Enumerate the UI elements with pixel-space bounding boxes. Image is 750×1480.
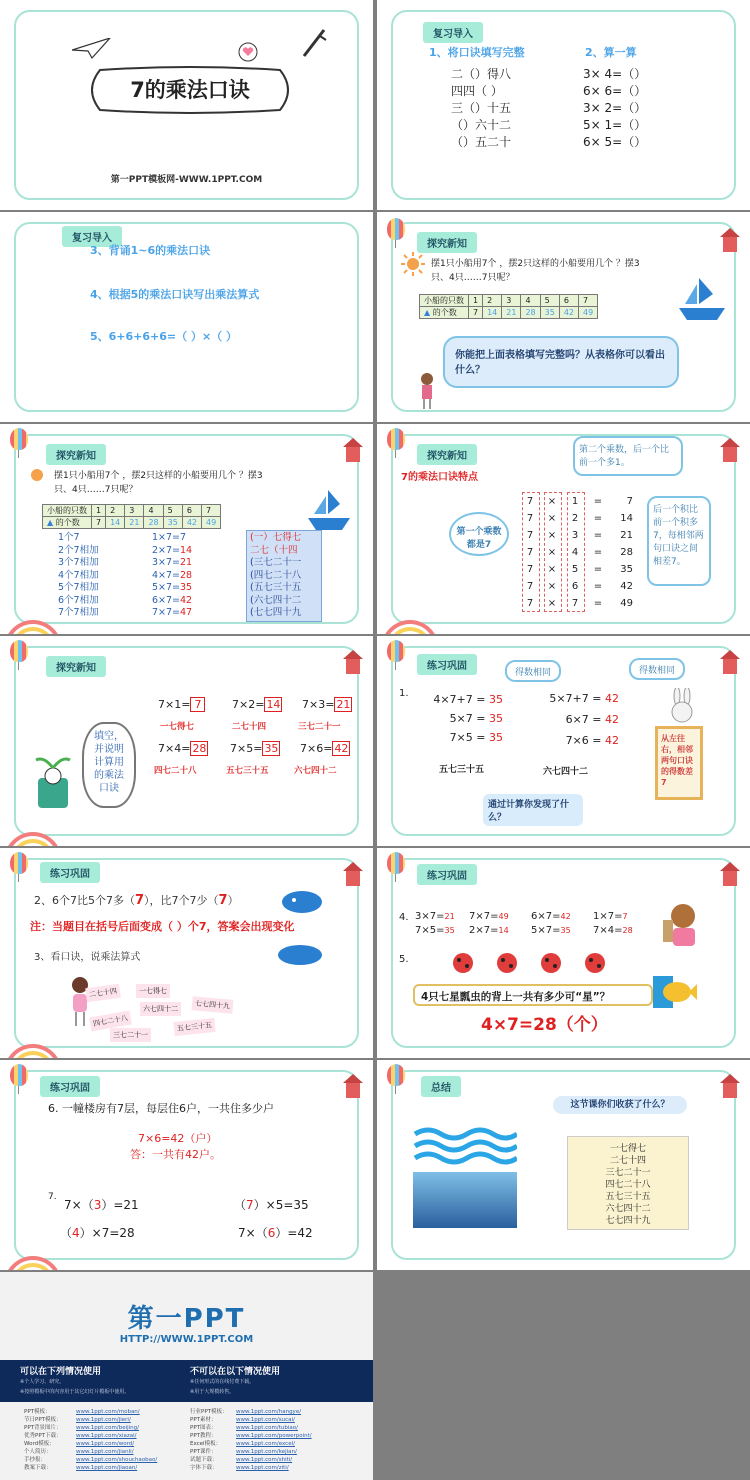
table-cell: 35 (540, 307, 559, 319)
can-use-1: ※个人学习、研究。 (20, 1379, 65, 1385)
rhyme-item: （）六十二 (451, 118, 512, 132)
list-item: 4×7+7 = 35 (433, 693, 503, 706)
link[interactable]: www.1ppt.com/kejian/ (236, 1449, 297, 1455)
table-cell: 14 (106, 517, 125, 529)
hot-air-balloon-icon (387, 1064, 405, 1086)
link[interactable]: www.1ppt.com/hangye/ (236, 1409, 302, 1415)
calc-item: 6× 5=（） (583, 135, 647, 149)
list-item: Excel模板： www.1ppt.com/excel/ (190, 1441, 295, 1447)
list-item: 42 (620, 581, 633, 592)
rhyme-card: 一七得七 (136, 984, 170, 998)
link[interactable]: www.1ppt.com/sucai/ (236, 1417, 295, 1423)
rhyme-item: 二（）得八 (451, 67, 512, 81)
list-item: PPT素材： www.1ppt.com/sucai/ (190, 1417, 295, 1423)
birdhouse-icon (346, 658, 360, 674)
rhyme-5: 五七三十五 (226, 766, 269, 776)
boat-table (419, 294, 598, 319)
slide-9[interactable] (0, 848, 373, 1058)
fishbowl-image (413, 1172, 517, 1228)
slide-8[interactable] (377, 636, 750, 846)
equation-4: 7×4= 28 (158, 742, 207, 755)
question-line-1: 摆1只小船用7个 ，摆2只这样的小船要用几个 ？摆3 (54, 471, 263, 481)
fill-equation-4: 7×（6）=42 (238, 1226, 313, 1240)
table-cell: 7 (469, 307, 483, 319)
answer: 4×7=28（个） (481, 1015, 608, 1035)
table-cell: 42 (182, 517, 201, 529)
list-item: PPT背景图片： www.1ppt.com/beijing/ (24, 1425, 140, 1431)
table-row: 3×7=21 7×7=49 6×7=42 1×7=7 (415, 911, 628, 922)
list-item: 7 (526, 547, 534, 558)
instruction-bubble: 填空，并说明计算用的乘法口诀 (82, 722, 136, 808)
can-use-2: ※按照模板中的内容用于其它幻灯片模板中使用。 (20, 1389, 130, 1395)
list-item: = (593, 513, 603, 524)
list-item: (三七二十一 (250, 557, 302, 568)
link[interactable]: www.1ppt.com/excel/ (236, 1441, 295, 1447)
cannot-use-1: ※任何形式的在线付费下载。 (190, 1379, 255, 1385)
cannot-use-2: ※用于大规模转售。 (190, 1389, 235, 1395)
rhyme-6: 六七四十二 (294, 766, 337, 776)
table-cell: 4 (521, 295, 540, 307)
rhyme-3: 三七二十一 (298, 722, 341, 732)
rhyme-card: 二七十四 (85, 984, 121, 1003)
list-item: 节日PPT模板： www.1ppt.com/jieri/ (24, 1417, 131, 1423)
list-item: PPT图表： www.1ppt.com/tubiao/ (190, 1425, 298, 1431)
table-cell: 42 (559, 307, 578, 319)
link[interactable]: www.1ppt.com/tubiao/ (236, 1425, 298, 1431)
list-item: 3 (571, 530, 579, 541)
usage-banner (0, 1360, 373, 1402)
list-item: 14 (620, 513, 633, 524)
table-cell: 3 (502, 295, 521, 307)
item-5: 5、6+6+6+6=（ ）×（ ） (90, 330, 238, 343)
heading-fill-rhyme: 1、将口诀填写完整 (429, 46, 525, 59)
question-number: 5. (399, 954, 409, 965)
question-6: 6. 一幢楼房有7层，每层住6户，一共住多少户 (48, 1102, 274, 1115)
slide-13[interactable] (0, 1272, 373, 1480)
list-item: × (547, 598, 557, 609)
list-item: 1个7 (58, 532, 80, 543)
list-item: 35 (620, 564, 633, 575)
list-item: 7 (526, 564, 534, 575)
list-item: × (547, 496, 557, 507)
list-item: PPT模板： www.1ppt.com/moban/ (24, 1409, 140, 1415)
rhyme-4: 四七二十八 (154, 766, 197, 776)
list-item: 1×7=7 (152, 532, 187, 543)
list-item: 7 (526, 496, 534, 507)
section-tag: 总结 (421, 1076, 461, 1097)
rhyme-left: 五七三十五 (439, 765, 485, 775)
section-tag: 复习导入 (62, 226, 122, 247)
list-item: 7 (526, 513, 534, 524)
hot-air-balloon-icon (10, 640, 28, 662)
list-item: 优秀PPT下载： www.1ppt.com/xiazai/ (24, 1433, 137, 1439)
list-item: 行业PPT模板： www.1ppt.com/hangye/ (190, 1409, 302, 1415)
section-tag: 练习巩固 (40, 1076, 100, 1097)
hot-air-balloon-icon (387, 852, 405, 874)
list-item: (四七二十八 (250, 569, 302, 581)
table-cell: 4 (144, 505, 163, 517)
quick-calc-grid (415, 910, 633, 938)
list-item: 二七十四 (609, 1156, 646, 1166)
equation-3: 7×3= 21 (302, 698, 351, 711)
link[interactable]: www.1ppt.com/xiazai/ (76, 1433, 137, 1439)
heart-icon (236, 42, 260, 62)
section-tag: 探究新知 (46, 444, 106, 465)
list-item: 7 (526, 530, 534, 541)
section-tag: 探究新知 (417, 232, 477, 253)
slide-2[interactable] (377, 0, 750, 210)
list-item: 六七四十二 (605, 1204, 651, 1214)
slide-6[interactable] (377, 424, 750, 634)
pencil-icon (300, 26, 328, 60)
rhyme-2: 二七十四 (232, 722, 267, 732)
right-equations (527, 688, 619, 751)
section-tag: 探究新知 (417, 444, 477, 465)
birdhouse-icon (723, 658, 737, 674)
slide-7[interactable] (0, 636, 373, 846)
list-item: 6 (571, 581, 579, 592)
table-cell: 小船的只数 (420, 295, 469, 307)
list-item: 5×7+7 = 42 (549, 692, 619, 705)
list-item: 三七二十一 (605, 1168, 651, 1178)
list-item: Word模板： www.1ppt.com/word/ (24, 1441, 135, 1447)
table-cell: 28 (144, 517, 163, 529)
table-cell: 21 (502, 307, 521, 319)
rhyme-right: 六七四十二 (543, 767, 589, 777)
list-item: 7×5 = 35 (449, 731, 503, 744)
girl-figure-icon (417, 372, 437, 410)
equation-1: 7×1= 7 (158, 698, 205, 711)
discovery-question: 通过计算你发现了什么？ (483, 794, 583, 826)
product-column (609, 493, 633, 612)
question-2: 2、6个7比5个7多（7），比7个7少（7） (34, 893, 239, 908)
rabbit-icon (667, 688, 697, 726)
hot-air-balloon-icon (10, 852, 28, 874)
table-cell: 7 (202, 505, 221, 517)
table-cell: 7 (579, 295, 598, 307)
list-item: PPT课件： www.1ppt.com/kejian/ (190, 1449, 297, 1455)
rhyme-card: 六七四十二 (140, 1002, 181, 1016)
table-row: 7×5=35 2×7=14 5×7=35 7×4=28 (415, 925, 633, 936)
item-3: 3、背诵1~6的乘法口诀 (90, 244, 211, 257)
list-item: 字体下载： www.1ppt.com/ziti/ (190, 1465, 289, 1471)
sun-icon (26, 464, 48, 486)
sun-icon (401, 252, 425, 276)
link[interactable]: www.1ppt.com/jieri/ (76, 1417, 131, 1423)
list-item: = (593, 530, 603, 541)
list-item: 7×6 = 42 (565, 734, 619, 747)
item-4: 4、根据5的乘法口诀写出乘法算式 (90, 288, 260, 301)
water-waves-icon (413, 1126, 517, 1166)
link[interactable]: www.1ppt.com/jianli/ (76, 1449, 134, 1455)
brand-url: HTTP://WWW.1PPT.COM (119, 1334, 254, 1345)
ladybug-question: 4只七星瓢虫的背上一共有多少可“星”？ (413, 984, 653, 1006)
fill-equation-3: （4）×7=28 (60, 1226, 135, 1240)
list-item: 1 (571, 496, 579, 507)
multiplication-column (152, 532, 192, 620)
rhyme-card: 三七二十一 (110, 1028, 151, 1042)
section-tag: 探究新知 (46, 656, 106, 677)
list-item: = (593, 564, 603, 575)
table-cell: 21 (125, 517, 144, 529)
list-item: 七七四十九 (605, 1216, 651, 1226)
list-item: 5 (571, 564, 579, 575)
slide-5[interactable] (0, 424, 373, 634)
rhyme-item: 三（）十五 (451, 101, 512, 115)
list-item: 7 (571, 598, 579, 609)
fish-icon (653, 976, 697, 1008)
calc-item: 5× 1=（） (583, 118, 647, 132)
equation-6: 7×6= 42 (300, 742, 349, 755)
list-item: 3×7=21 (152, 557, 193, 568)
page-title: 7的乘法口诀 (130, 78, 250, 102)
list-item: 5×7 = 35 (449, 712, 503, 725)
factor-b-column (567, 493, 583, 612)
same-result-bubble-2: 得数相同 (629, 658, 685, 680)
can-use-heading: 可以在下列情况使用 (20, 1367, 102, 1377)
list-item: 2个7相加 (58, 544, 99, 556)
link[interactable]: www.1ppt.com/beijing/ (76, 1425, 140, 1431)
boat-table (42, 504, 221, 529)
list-item: 4×7=28 (152, 569, 193, 581)
calc-item: 3× 4=（） (583, 67, 647, 81)
calc-list (583, 66, 646, 151)
answer-equation: 7×6=42（户） (138, 1132, 218, 1145)
list-item: 4个7相加 (58, 569, 99, 581)
list-item: (七七四十九 (250, 607, 302, 618)
slide-12[interactable] (377, 1060, 750, 1270)
equals-column (591, 493, 605, 612)
subtitle: 第一PPT模板网-WWW.1PPT.COM (110, 175, 263, 185)
link-list-left (24, 1408, 157, 1472)
table-cell: 5 (163, 505, 182, 517)
list-item: 五七三十五 (605, 1192, 651, 1202)
link[interactable]: www.1ppt.com/ziti/ (236, 1465, 289, 1471)
list-item: × (547, 581, 557, 592)
sailboat-icon (306, 490, 352, 532)
list-item: 手抄报： www.1ppt.com/shouchaobao/ (24, 1457, 158, 1463)
list-item: 6×7 = 42 (565, 713, 619, 726)
question-line-2: 只、4只……7只呢？ (431, 273, 515, 283)
paper-plane-icon (72, 38, 112, 60)
list-item: 四七二十八 (605, 1180, 651, 1190)
rhyme-list (451, 66, 511, 151)
list-item: 7×7=47 (152, 607, 193, 618)
list-item: 6个7相加 (58, 594, 99, 606)
whale-icon (280, 886, 328, 914)
list-item: 7 (526, 598, 534, 609)
equation-2: 7×2= 14 (232, 698, 281, 711)
table-cell: 6 (559, 295, 578, 307)
brand-logo: 第一PPT (127, 1304, 246, 1334)
list-item: (六七四十二 (250, 594, 302, 606)
same-result-bubble-1: 得数相同 (505, 660, 561, 682)
list-item: × (547, 530, 557, 541)
list-item: 5×7=35 (152, 582, 193, 593)
birdhouse-icon (723, 446, 737, 462)
question-3: 3、看口诀，说乘法算式 (34, 952, 141, 963)
painter-girl-icon (661, 900, 711, 950)
link[interactable]: www.1ppt.com/shiti/ (236, 1457, 293, 1463)
note-second-factor: 第二个乘数，后一个比前一个多1。 (573, 436, 683, 476)
left-equations (417, 690, 503, 747)
sailboat-icon (677, 278, 727, 324)
list-item: 二七（十四 (250, 544, 298, 556)
section-tag: 复习导入 (423, 22, 483, 43)
section-tag: 练习巩固 (417, 654, 477, 675)
calc-item: 3× 2=（） (583, 101, 647, 115)
factor-a-column (522, 493, 538, 612)
question-number: 1. (399, 688, 409, 699)
list-item: 4 (571, 547, 579, 558)
table-cell: 5 (540, 295, 559, 307)
table-cell: 2 (483, 295, 502, 307)
list-item: 7个7相加 (58, 607, 99, 618)
table-cell: 6 (182, 505, 201, 517)
rhyme-item: 四四（ ） (451, 84, 503, 98)
table-cell: 7 (92, 517, 106, 529)
ladybug-row-icon (449, 950, 619, 974)
list-item: 7 (626, 496, 633, 507)
slide-4[interactable] (377, 212, 750, 422)
list-item: (五七三十五 (250, 582, 302, 593)
birdhouse-icon (723, 870, 737, 886)
rhyme-column (246, 530, 322, 622)
fill-equation-2: （7）×5=35 (234, 1198, 309, 1212)
link[interactable]: www.1ppt.com/moban/ (76, 1409, 140, 1415)
table-cell: 49 (579, 307, 598, 319)
birdhouse-icon (723, 236, 737, 252)
section-tag: 练习巩固 (417, 864, 477, 885)
list-item: = (593, 598, 603, 609)
table-cell: ▲ 的个数 (420, 307, 469, 319)
birdhouse-icon (346, 446, 360, 462)
list-item: 6×7=42 (152, 594, 193, 606)
operator-column (544, 493, 560, 612)
note-text: 注：当题目在括号后面变成（ ）个7，答案会出现变化 (30, 920, 295, 933)
table-cell: 1 (92, 505, 106, 517)
rhyme-1: 一七得七 (160, 722, 195, 732)
list-item: = (593, 547, 603, 558)
list-item: 个人简历： www.1ppt.com/jianli/ (24, 1449, 134, 1455)
list-item: 21 (620, 530, 633, 541)
rhyme-card: 四七二十八 (89, 1011, 132, 1032)
link-list-right (190, 1408, 312, 1472)
prompt-bubble: 你能把上面表格填写完整吗？从表格你可以看出什么？ (443, 336, 679, 388)
table-cell: 49 (202, 517, 221, 529)
hot-air-balloon-icon (387, 218, 405, 240)
table-cell: 28 (521, 307, 540, 319)
cannot-use-heading: 不可以在以下情况使用 (190, 1367, 281, 1377)
list-item: 教案下载： www.1ppt.com/jiaoan/ (24, 1465, 138, 1471)
heading-calc: 2、算一算 (585, 46, 637, 59)
link[interactable]: www.1ppt.com/word/ (76, 1441, 135, 1447)
table-cell: 1 (469, 295, 483, 307)
rhyme-item: （）五二十 (451, 135, 512, 149)
table-cell: 2 (106, 505, 125, 517)
note-first-factor: 第一个乘数都是7 (449, 512, 509, 556)
equation-5: 7×5= 35 (230, 742, 279, 755)
link[interactable]: www.1ppt.com/jiaoan/ (76, 1465, 138, 1471)
list-item: × (547, 547, 557, 558)
slide-10[interactable] (377, 848, 750, 1058)
question-line-2: 只、4只……7只呢？ (54, 485, 138, 495)
rhyme-card: 五七三十五 (173, 1018, 215, 1036)
list-item: (一）七得七 (250, 532, 302, 543)
note-product-diff: 后一个积比前一个积多7，每相邻两句口诀之间相差7。 (647, 496, 711, 586)
whale-icon (276, 940, 330, 966)
list-item: 2 (571, 513, 579, 524)
birdhouse-icon (346, 870, 360, 886)
slide-11[interactable] (0, 1060, 373, 1270)
hot-air-balloon-icon (10, 428, 28, 450)
list-item: 3个7相加 (58, 557, 99, 568)
list-item: 5个7相加 (58, 582, 99, 593)
birdhouse-icon (723, 1082, 737, 1098)
easel-board: 从左往右，相邻两句口诀的得数差7 (655, 726, 703, 800)
list-item: 试题下载： www.1ppt.com/shiti/ (190, 1457, 293, 1463)
section-tag: 练习巩固 (40, 862, 100, 883)
panda-plant-pot-icon (32, 754, 74, 810)
table-cell: 小船的只数 (43, 505, 92, 517)
table-cell: 14 (483, 307, 502, 319)
feature-title: 7的乘法口诀特点 (401, 472, 478, 483)
list-item: 28 (620, 547, 633, 558)
list-item: × (547, 564, 557, 575)
slide-3[interactable] (0, 212, 373, 422)
rhyme-card: 七七四十九 (191, 996, 233, 1014)
hot-air-balloon-icon (10, 1064, 28, 1086)
link[interactable]: www.1ppt.com/powerpoint/ (236, 1433, 312, 1439)
link[interactable]: www.1ppt.com/shouchaobao/ (76, 1457, 158, 1463)
calc-item: 6× 6=（） (583, 84, 647, 98)
summary-note (567, 1136, 689, 1230)
table-cell: ▲ 的个数 (43, 517, 92, 529)
hot-air-balloon-icon (387, 640, 405, 662)
list-item: PPT教程： www.1ppt.com/powerpoint/ (190, 1433, 312, 1439)
list-item: × (547, 513, 557, 524)
birdhouse-icon (346, 1082, 360, 1098)
question-line-1: 摆1只小船用7个 ，摆2只这样的小船要用几个 ？摆3 (431, 259, 640, 269)
slide-1[interactable] (0, 0, 373, 210)
answer-sentence: 答：一共有42户。 (130, 1148, 221, 1161)
list-item: 7 (526, 581, 534, 592)
table-cell: 3 (125, 505, 144, 517)
hot-air-balloon-icon (387, 428, 405, 450)
list-item: 49 (620, 598, 633, 609)
table-cell: 35 (163, 517, 182, 529)
fill-equation-1: 7×（3）=21 (64, 1198, 139, 1212)
reflection-question: 这节课你们收获了什么？ (553, 1096, 687, 1114)
list-item: = (593, 496, 603, 507)
list-item: = (593, 581, 603, 592)
list-item: 2×7=14 (152, 544, 193, 556)
addition-column (58, 532, 99, 620)
question-number: 4. (399, 912, 409, 923)
question-7-number: 7. (48, 1192, 57, 1202)
list-item: 一七得七 (609, 1144, 646, 1154)
